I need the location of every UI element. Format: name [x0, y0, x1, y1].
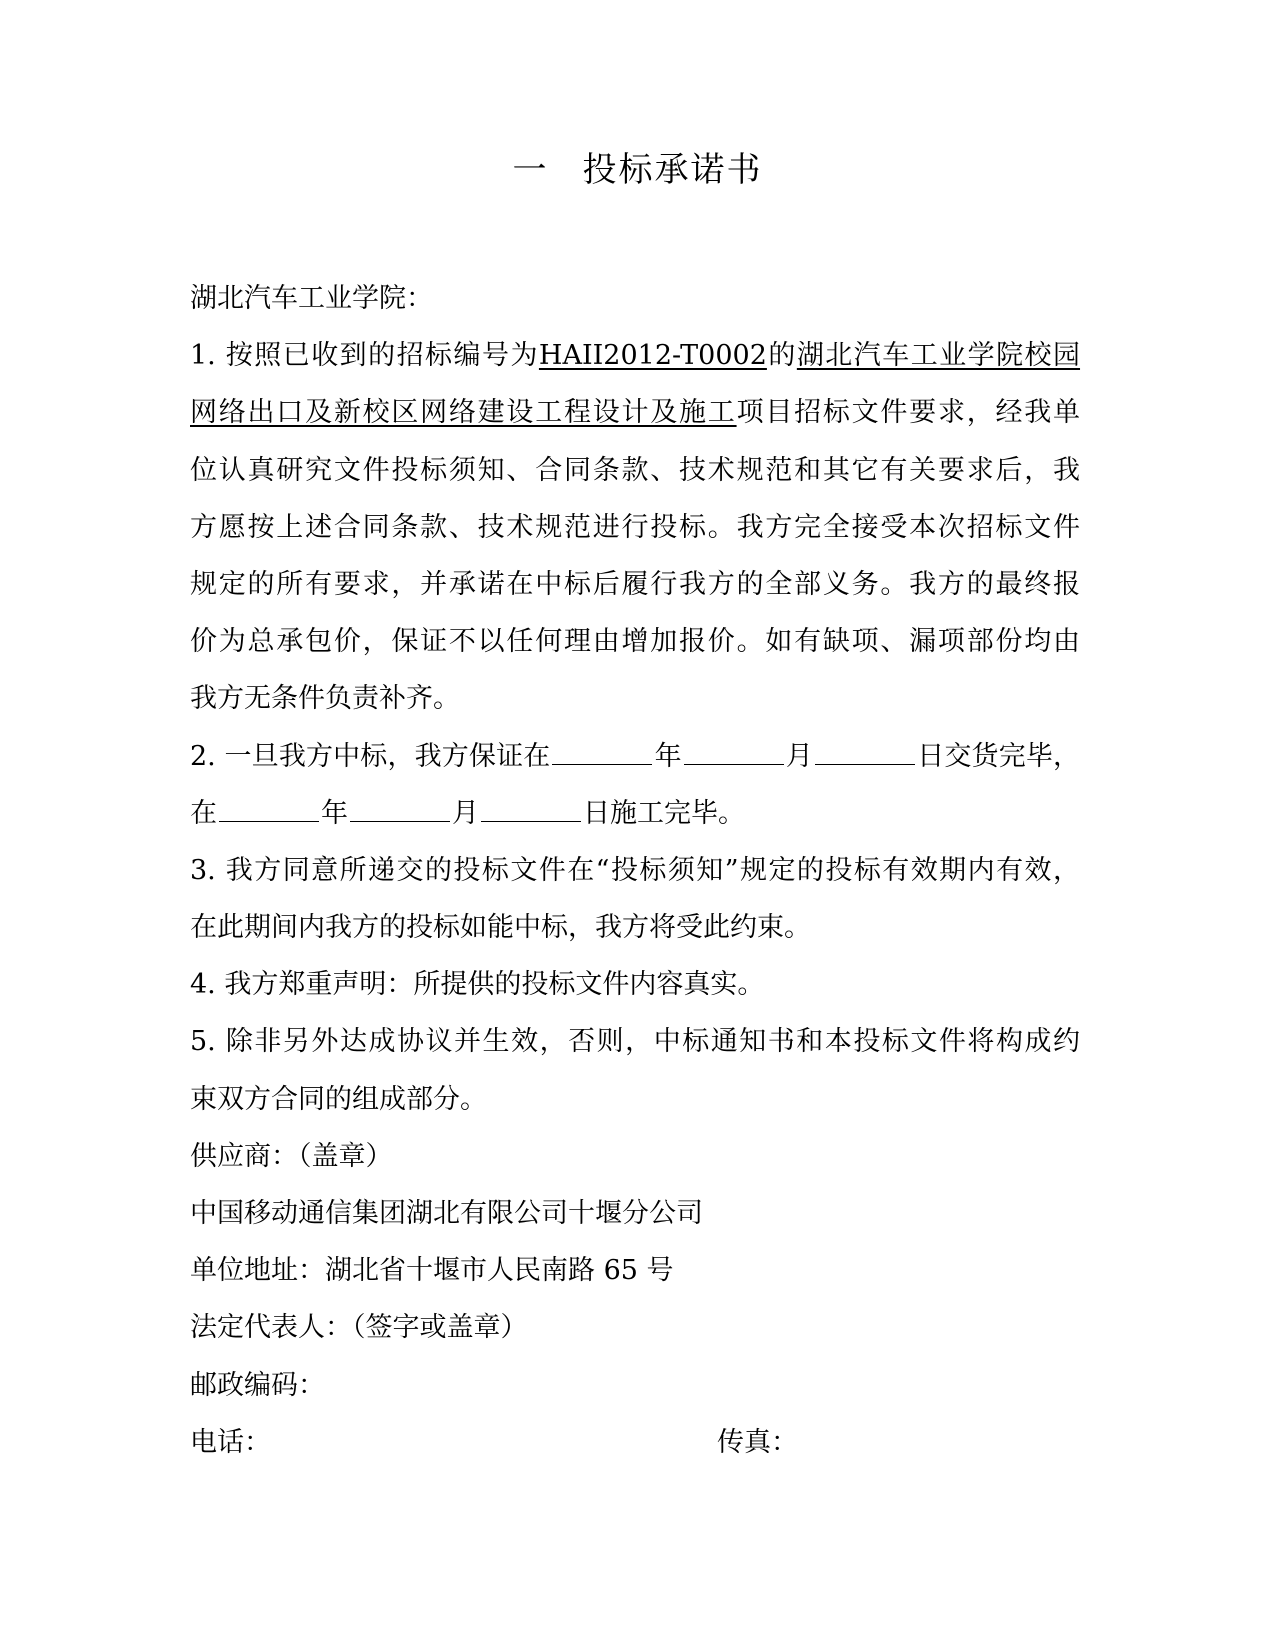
clause-1-line-5: 规定的所有要求，并承诺在中标后履行我方的全部义务。我方的最终报	[190, 568, 1080, 600]
page-title	[0, 140, 1275, 200]
construction-text: 日施工完毕。	[583, 797, 745, 829]
clause-3-line-1: 3. 我方同意所递交的投标文件在“投标须知”规定的投标有效期内有效，	[190, 854, 1080, 886]
year-blank	[552, 734, 652, 765]
salutation: 湖北汽车工业学院：	[190, 283, 433, 314]
month-blank	[684, 734, 784, 765]
year-label: 年	[321, 797, 348, 829]
tender-code: HAII2012-T0002	[538, 340, 767, 372]
delivery-text: 日交货完毕，	[917, 740, 1081, 772]
clause-1-line-4: 方愿按上述合同条款、技术规范进行投标。我方完全接受本次招标文件	[190, 511, 1080, 543]
clause-2-line-2	[190, 785, 1080, 842]
project-name-part-1: 湖北汽车工业学院校园	[796, 340, 1081, 372]
title-number: 一	[512, 150, 549, 190]
year-blank	[219, 791, 319, 822]
legal-representative: 法定代表人：（签字或盖章）	[190, 1312, 528, 1344]
clause-1-line-2	[190, 384, 1080, 441]
supplier-name: 中国移动通信集团湖北有限公司十堰分公司	[190, 1198, 703, 1229]
fax-label: 传真：	[717, 1426, 798, 1458]
document-body	[190, 270, 1080, 1471]
title-text: 投标承诺书	[582, 150, 763, 190]
clause-2-line-1	[190, 728, 1080, 785]
clause-1-line-3: 位认真研究文件投标须知、合同条款、技术规范和其它有关要求后，我	[190, 454, 1080, 486]
project-name-part-2: 网络出口及新校区网络建设工程设计及施工	[190, 397, 737, 429]
clause-1-text: 的	[766, 340, 797, 372]
clause-5-line-1: 5. 除非另外达成协议并生效，否则，中标通知书和本投标文件将构成约	[190, 1026, 1080, 1058]
clause-2-text: 在	[190, 797, 217, 829]
clause-1-line-1	[190, 327, 1080, 384]
supplier-label: 供应商：（盖章）	[190, 1140, 393, 1172]
phone-fax-row	[190, 1414, 1080, 1471]
month-blank	[350, 791, 450, 822]
month-label: 月	[785, 740, 814, 772]
clause-1-text: 1. 按照已收到的招标编号为	[190, 340, 539, 372]
clause-1-text: 项目招标文件要求，经我单	[736, 397, 1081, 429]
unit-address: 单位地址：湖北省十堰市人民南路 65 号	[190, 1255, 674, 1287]
day-blank	[815, 734, 915, 765]
postcode: 邮政编码：	[190, 1369, 325, 1401]
year-label: 年	[654, 740, 682, 772]
month-label: 月	[452, 797, 479, 829]
clause-1-line-7: 我方无条件负责补齐。	[190, 683, 460, 715]
clause-1-line-6: 价为总承包价，保证不以任何理由增加报价。如有缺项、漏项部份均由	[190, 626, 1080, 658]
clause-5-line-2: 束双方合同的组成部分。	[190, 1083, 487, 1115]
day-blank	[481, 791, 581, 822]
clause-3-line-2: 在此期间内我方的投标如能中标，我方将受此约束。	[190, 912, 811, 944]
phone-label: 电话：	[190, 1426, 271, 1458]
clause-4: 4. 我方郑重声明：所提供的投标文件内容真实。	[190, 969, 765, 1001]
clause-2-text: 2. 一旦我方中标，我方保证在	[190, 740, 551, 772]
